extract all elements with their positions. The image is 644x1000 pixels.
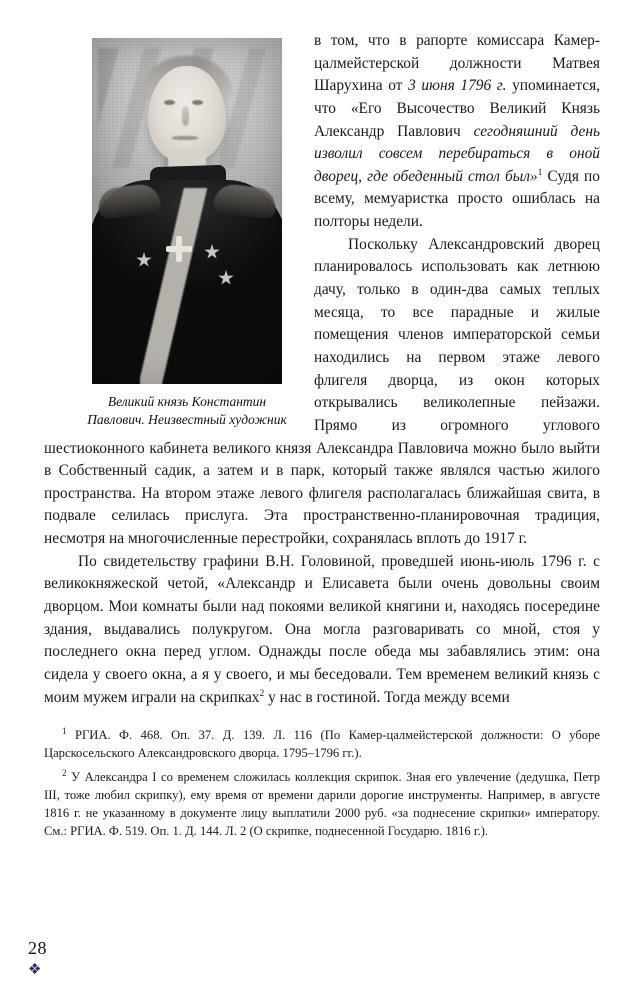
footnote-1	[44, 727, 600, 763]
ornament-icon: ❖	[28, 962, 42, 978]
figure-caption-line1: Великий князь Константин	[107, 394, 267, 409]
paragraph-3-part-1: По свидетельству графини В.Н. Головиной, проведшей июнь-июль 1796 г. с великокняжеской четой, «Александр и Елисавета были очень довольны своим дворцом. Мои комнаты были над покоями великой княгини и, находясь посередине здания, выдавались полукругом. Она могла разговаривать со мной, стоя у последнего окна перед углом. Однажды после обеда мы забавлялись этим: она сидела у своего окна, а я у своего, и мы беседовали. Тем временем великий князь с моим мужем играли на скрипках	[44, 552, 600, 706]
footnote-2-marker: 2	[62, 767, 67, 778]
footnote-ref-1[interactable]: 1	[537, 167, 543, 178]
page-footer	[28, 938, 88, 978]
paragraph-1-part-2: упоминается, что «Его Высочество Великий Князь Александр Павлович	[314, 77, 600, 140]
portrait-image	[92, 38, 282, 384]
figure-caption-line2: Павлович. Неизвестный художник	[87, 411, 287, 427]
footnote-1-text: РГИА. Ф. 468. Оп. 37. Д. 139. Л. 116 (По Камер-цалмейстерской должности: О уборе Царскосельского Александровского дворца. 1795–1796 гг.).	[44, 728, 600, 761]
page-content	[44, 30, 600, 709]
paragraph-1-quote-italic: сегодняшний день изволил совсем перебираться в оной дворец, где обеденный стол был»	[314, 122, 600, 185]
footnote-2-text: У Александра I со временем сложилась коллекция скрипок. Зная его увлечение (дедушка, Петр III, тоже любил скрипку), ему время от времени дарили дорогие инструменты. Например, в августе 1816 г. не указанному в документе лицу выплатили 2000 руб. «за поднесение скрипки» императору. См.: РГИА. Ф. 519. Оп. 1. Д. 144. Л. 2 (О скрипке, поднесенной Государю. 1816 г.).	[44, 769, 600, 838]
figure-portrait	[76, 38, 298, 429]
paragraph-1-part-1: в том, что в рапорте комиссара Камер-цалмейстерской должности Матвея Шарухина от	[314, 32, 600, 95]
portrait-vignette	[92, 38, 282, 384]
footnotes-block	[44, 727, 600, 840]
figure-caption	[76, 393, 298, 429]
footnote-1-marker: 1	[62, 726, 67, 737]
paragraph-2: Поскольку Александровский дворец планировалось использовать как летнюю дачу, только в один-два самых теплых месяца, то все парадные и жилые помещения членов императорской семьи находились на первом этаже левого флигеля дворца, из окон которых открывались великолепные пейзажи. Прямо из огромного углового шестиоконного кабинета великого князя Александра Павловича можно было выйти в Собственный садик, а затем и в парк, который также являлся частью жилого пространства. На втором этаже левого флигеля располагалась ближайшая свита, в подвале селилась прислуга. Эта пространственно-планировочная традиция, несмотря на многочисленные перестройки, сохранялась вплоть до 1917 г.	[44, 235, 600, 548]
paragraph-1-part-3: Судя по всему, мемуаристка просто ошиблась на полторы недели.	[314, 167, 600, 231]
paragraph-1-date: 3 июня 1796 г.	[408, 77, 507, 95]
paragraph-3-part-2: у нас в гостиной. Тогда между всеми	[264, 688, 510, 706]
paragraph-3	[44, 551, 600, 709]
footnote-2	[44, 769, 600, 841]
page-number: 28	[28, 938, 47, 958]
footnote-ref-2[interactable]: 2	[259, 688, 265, 699]
